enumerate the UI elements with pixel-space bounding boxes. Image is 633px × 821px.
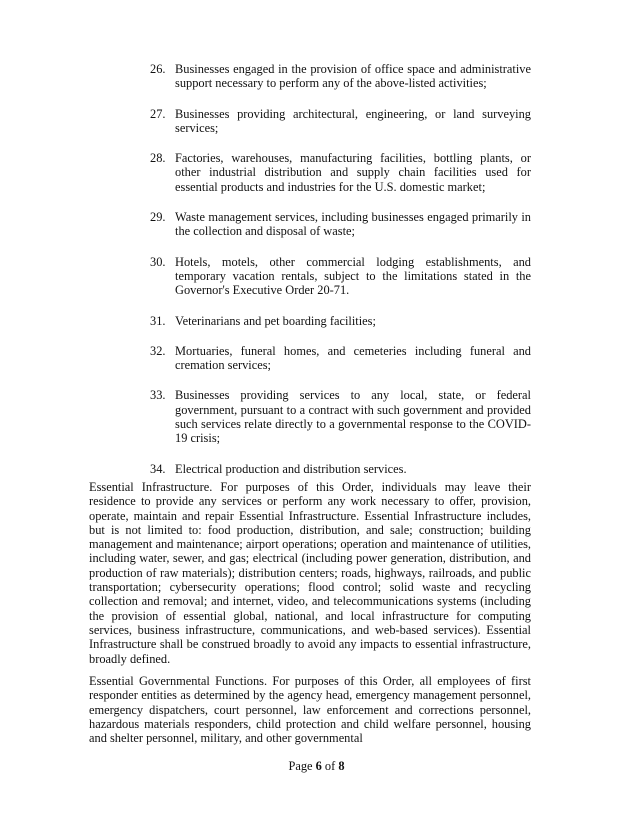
list-item-number: 33. — [150, 388, 166, 403]
list-item-number: 32. — [150, 343, 166, 358]
list-item-text: Mortuaries, funeral homes, and cemeteries including funeral and cremation services; — [175, 343, 531, 373]
list-item-number: 26. — [150, 62, 166, 76]
list-item-text: Businesses providing architectural, engineering, or land surveying services; — [175, 106, 531, 135]
list-item-text: Businesses providing services to any local, state, or federal government, pursuant to a contract with such government and provided such services relate directly to a governmental response to the COVID-19 crisis; — [175, 388, 531, 446]
page-footer — [0, 759, 633, 773]
current-page-number: 6 — [315, 759, 322, 773]
list-item-number: 30. — [150, 254, 166, 269]
page-label: Page — [288, 759, 316, 773]
list-item — [150, 462, 531, 476]
list-item-text: Electrical production and distribution services. — [175, 461, 407, 476]
list-item-number: 27. — [150, 106, 166, 121]
list-item-text: Hotels, motels, other commercial lodging establishments, and temporary vacation rentals, subject to the limitations stated in the Governor's Executive Order 20-71. — [175, 254, 531, 298]
page-separator: of — [321, 759, 339, 773]
list-item — [150, 314, 531, 328]
list-item — [150, 62, 531, 91]
list-item-number: 34. — [150, 461, 166, 476]
list-item — [150, 107, 531, 136]
list-item — [150, 255, 531, 298]
essential-business-list — [150, 62, 531, 492]
list-item-number: 31. — [150, 313, 166, 328]
list-item-text: Veterinarians and pet boarding facilities; — [175, 313, 376, 328]
list-item — [150, 344, 531, 373]
list-item — [150, 151, 531, 194]
list-item — [150, 210, 531, 239]
list-item-number: 28. — [150, 151, 166, 166]
essential-infrastructure-paragraph: Essential Infrastructure. For purposes of this Order, individuals may leave their residence to provide any services or perform any work necessary to offer, provision, operate, maintain and repair Essential Infrastructure. Essential Infrastructure includes, but is not limited to: food production, distribution, and sale; construction; building management and maintenance; airport operations; operation and maintenance of utilities, including water, sewer, and gas; electrical (including power generation, distribution, and production of raw materials); distribution centers; roads, highways, railroads, and public transportation; cybersecurity operations; flood control; solid waste and recycling collection and removal; and internet, video, and telecommunications systems (including the provision of essential global, national, and local infrastructure for computing services, business infrastructure, communications, and web-based services). Essential Infrastructure shall be construed broadly to avoid any impacts to essential infrastructure, broadly defined. — [89, 480, 531, 666]
list-item-text: Factories, warehouses, manufacturing facilities, bottling plants, or other industrial distribution and supply chain facilities used for essential products and industries for the U.S. domestic market; — [175, 151, 531, 194]
list-item — [150, 388, 531, 445]
list-item-text: Waste management services, including businesses engaged primarily in the collection and disposal of waste; — [175, 210, 531, 239]
essential-governmental-functions-paragraph: Essential Governmental Functions. For purposes of this Order, all employees of first responder entities as determined by the agency head, emergency management personnel, emergency dispatchers, court personnel, law enforcement and corrections personnel, hazardous materials responders, child protection and child welfare personnel, housing and shelter personnel, military, and other governmental — [89, 674, 531, 746]
total-page-count: 8 — [338, 759, 345, 773]
list-item-number: 29. — [150, 210, 166, 225]
list-item-text: Businesses engaged in the provision of office space and administrative support necessary to perform any of the above-listed activities; — [175, 62, 531, 91]
